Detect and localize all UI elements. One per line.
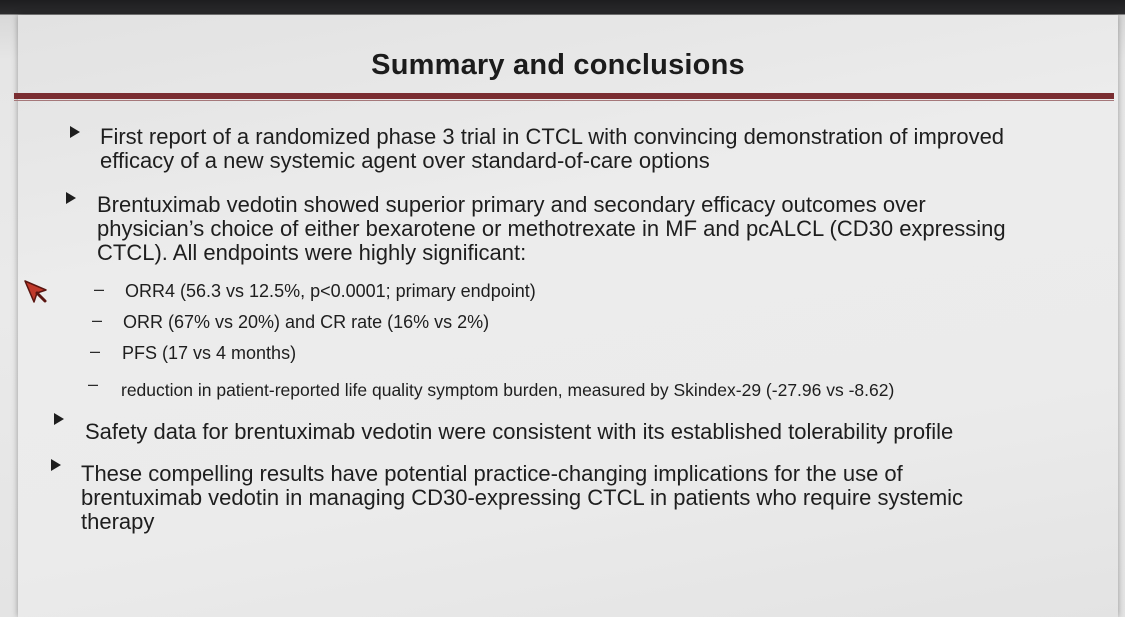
bullet-2-line-1: Brentuximab vedotin showed superior primary and secondary efficacy outcomes over xyxy=(97,192,926,217)
sub-bullet-dash-3: – xyxy=(90,341,101,361)
bullet-4-line-1: These compelling results have potential practice-changing implications for the use of xyxy=(81,461,903,486)
sub-bullet-1: ORR4 (56.3 vs 12.5%, p<0.0001; primary endpoint) xyxy=(125,281,536,301)
sub-bullet-3: PFS (17 vs 4 months) xyxy=(122,343,297,363)
sub-bullet-dash-4: – xyxy=(88,374,99,394)
title-underline-bar xyxy=(14,93,1114,99)
slide-title: Summary and conclusions xyxy=(371,49,745,81)
laser-pointer-arrow-icon xyxy=(22,278,50,306)
bullet-marker-2 xyxy=(66,192,76,204)
presentation-slide xyxy=(18,15,1118,617)
bullet-3-line-1: Safety data for brentuximab vedotin were consistent with its established tolerability profile xyxy=(85,419,954,444)
bullet-4 xyxy=(81,462,1101,534)
bullet-4-line-3: therapy xyxy=(81,509,155,534)
bullet-4-line-2: brentuximab vedotin in managing CD30-expressing CTCL in patients who require systemic xyxy=(81,485,964,510)
sub-bullet-2: ORR (67% vs 20%) and CR rate (16% vs 2%) xyxy=(123,312,490,332)
bullet-marker-4 xyxy=(51,459,61,471)
bullet-2-line-3: CTCL). All endpoints were highly significant: xyxy=(97,240,527,265)
bullet-marker-1 xyxy=(70,126,80,138)
sub-bullet-dash-2: – xyxy=(92,310,103,330)
bullet-2 xyxy=(97,193,1107,265)
sub-bullet-4: reduction in patient-reported life quality symptom burden, measured by Skindex-29 (-27.96 vs -8.62) xyxy=(121,380,895,400)
bullet-3 xyxy=(85,420,1105,444)
bullet-2-line-2: physician’s choice of either bexarotene or methotrexate in MF and pcALCL (CD30 expressing xyxy=(97,216,1006,241)
bullet-1-line-2: efficacy of a new systemic agent over standard-of-care options xyxy=(100,148,710,173)
title-underline-thin xyxy=(14,100,1114,101)
bullet-1 xyxy=(100,125,1100,173)
bullet-1-line-1: First report of a randomized phase 3 trial in CTCL with convincing demonstration of improved xyxy=(100,124,1005,149)
sub-bullet-dash-1: – xyxy=(94,279,105,299)
bullet-marker-3 xyxy=(54,413,64,425)
